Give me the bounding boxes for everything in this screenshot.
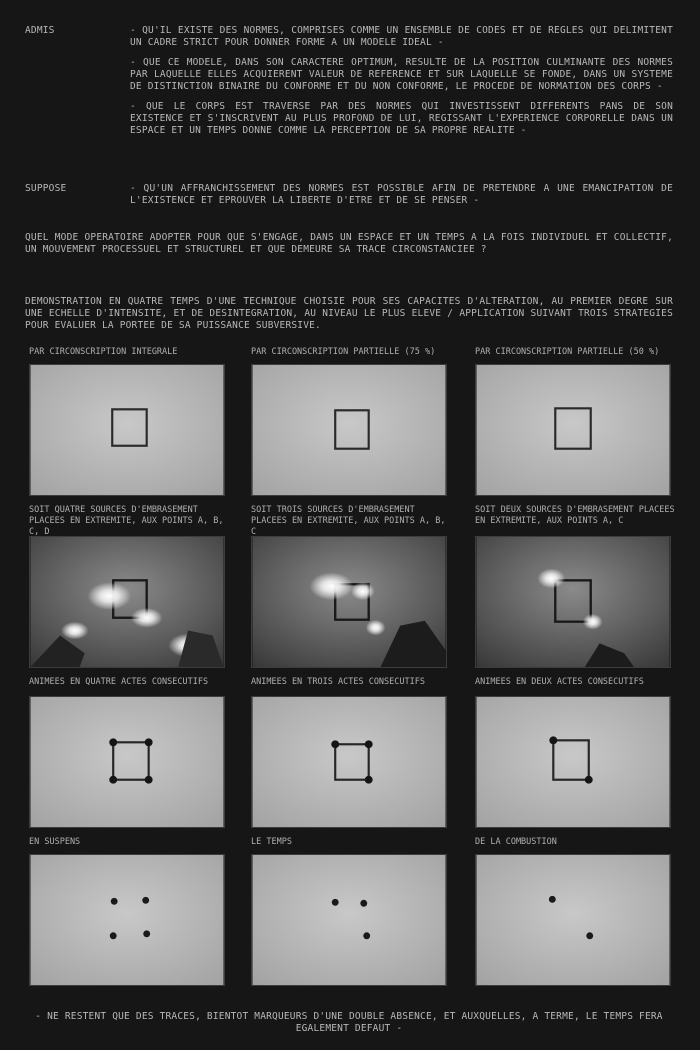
- photo-traces: [475, 854, 671, 986]
- admis-paragraphs: [130, 25, 673, 145]
- grid-label: LE TEMPS: [251, 837, 292, 847]
- photo-traces: [251, 854, 447, 986]
- photo-square-burning: [29, 536, 225, 668]
- admis-paragraph: - QU'IL EXISTE DES NORMES, COMPRISES COMME UN ENSEMBLE DE CODES ET DE REGLES QUI DELIMITENT UN CADRE STRICT POUR DONNER FORME A UN MODELE IDEAL -: [130, 25, 673, 48]
- photo-square-burning: [475, 536, 671, 668]
- grid-label: PAR CIRCONSCRIPTION PARTIELLE (50 %): [475, 347, 660, 357]
- grid-label: PAR CIRCONSCRIPTION PARTIELLE (75 %): [251, 347, 436, 357]
- photo-square-charred: [29, 696, 225, 828]
- grid-label: ANIMEES EN TROIS ACTES CONSECUTIFS: [251, 677, 425, 687]
- photo-square-intact: [475, 364, 671, 496]
- photo-traces: [29, 854, 225, 986]
- admis-paragraph: - QUE LE CORPS EST TRAVERSE PAR DES NORMES QUI INVESTISSENT DIFFERENTS PANS DE SON EXISTENCE ET S'INSCRIVENT AU PLUS PROFOND DE LUI, REGISSANT L'EXPERIENCE CORPORELLE DANS UN ESPACE ET UN TEMPS DONNE COMME LA PERCEPTION DE SA PROPRE REALITE -: [130, 101, 673, 136]
- grid-label: SOIT DEUX SOURCES D'EMBRASEMENT PLACEES EN EXTREMITE, AUX POINTS A, C: [475, 505, 675, 526]
- admis-paragraph: - QUE CE MODELE, DANS SON CARACTERE OPTIMUM, RESULTE DE LA POSITION CULMINANTE DES NORMES PAR LAQUELLE ELLES ACQUIERENT VALEUR DE REFERENCE ET SUR LAQUELLE SE FONDE, DANS UN SYSTEME DE DISTINCTION BINAIRE DU CONFORME ET DU NON CONFORME, LE PROCEDE DE NORMATION DES CORPS -: [130, 57, 673, 92]
- demonstration-text: DEMONSTRATION EN QUATRE TEMPS D'UNE TECHNIQUE CHOISIE POUR SES CAPACITES D'ALTERATION, AU PREMIER DEGRE SUR UNE ECHELLE D'INTENSITE, ET DE DESINTEGRATION, AU NIVEAU LE PLUS ELEVE / APPLICATION SUIVANT TROIS STRATEGIES POUR EVALUER LA PORTEE DE SA PUISSANCE SUBVERSIVE.: [25, 296, 673, 331]
- photo-square-intact: [251, 364, 447, 496]
- admis-label: ADMIS: [25, 25, 55, 36]
- grid-label: SOIT QUATRE SOURCES D'EMBRASEMENT PLACEES EN EXTREMITE, AUX POINTS A, B, C, D: [29, 505, 224, 537]
- footer-text: - NE RESTENT QUE DES TRACES, BIENTOT MARQUEURS D'UNE DOUBLE ABSENCE, ET AUXQUELLES, A TERME, LE TEMPS FERA EGALEMENT DEFAUT -: [35, 1011, 663, 1034]
- grid-label: ANIMEES EN DEUX ACTES CONSECUTIFS: [475, 677, 644, 687]
- grid-label: DE LA COMBUSTION: [475, 837, 557, 847]
- photo-square-charred: [251, 696, 447, 828]
- photo-square-intact: [29, 364, 225, 496]
- question-text: QUEL MODE OPERATOIRE ADOPTER POUR QUE S'ENGAGE, DANS UN ESPACE ET UN TEMPS A LA FOIS INDIVIDUEL ET COLLECTIF, UN MOUVEMENT PROCESSUEL ET STRUCTUREL ET QUE DEMEURE SA TRACE CIRCONSTANCIEE ?: [25, 232, 673, 255]
- suppose-paragraphs: [130, 183, 673, 215]
- grid-label: ANIMEES EN QUATRE ACTES CONSECUTIFS: [29, 677, 209, 687]
- suppose-label: SUPPOSE: [25, 183, 67, 194]
- grid-label: PAR CIRCONSCRIPTION INTEGRALE: [29, 347, 178, 357]
- photo-square-burning: [251, 536, 447, 668]
- grid-label: SOIT TROIS SOURCES D'EMBRASEMENT PLACEES EN EXTREMITE, AUX POINTS A, B, C: [251, 505, 446, 537]
- suppose-paragraph: - QU'UN AFFRANCHISSEMENT DES NORMES EST POSSIBLE AFIN DE PRETENDRE A UNE EMANCIPATION DE L'EXISTENCE ET EPROUVER LA LIBERTE D'ETRE ET DE SE PENSER -: [130, 183, 673, 206]
- photo-square-charred: [475, 696, 671, 828]
- grid-label: EN SUSPENS: [29, 837, 81, 847]
